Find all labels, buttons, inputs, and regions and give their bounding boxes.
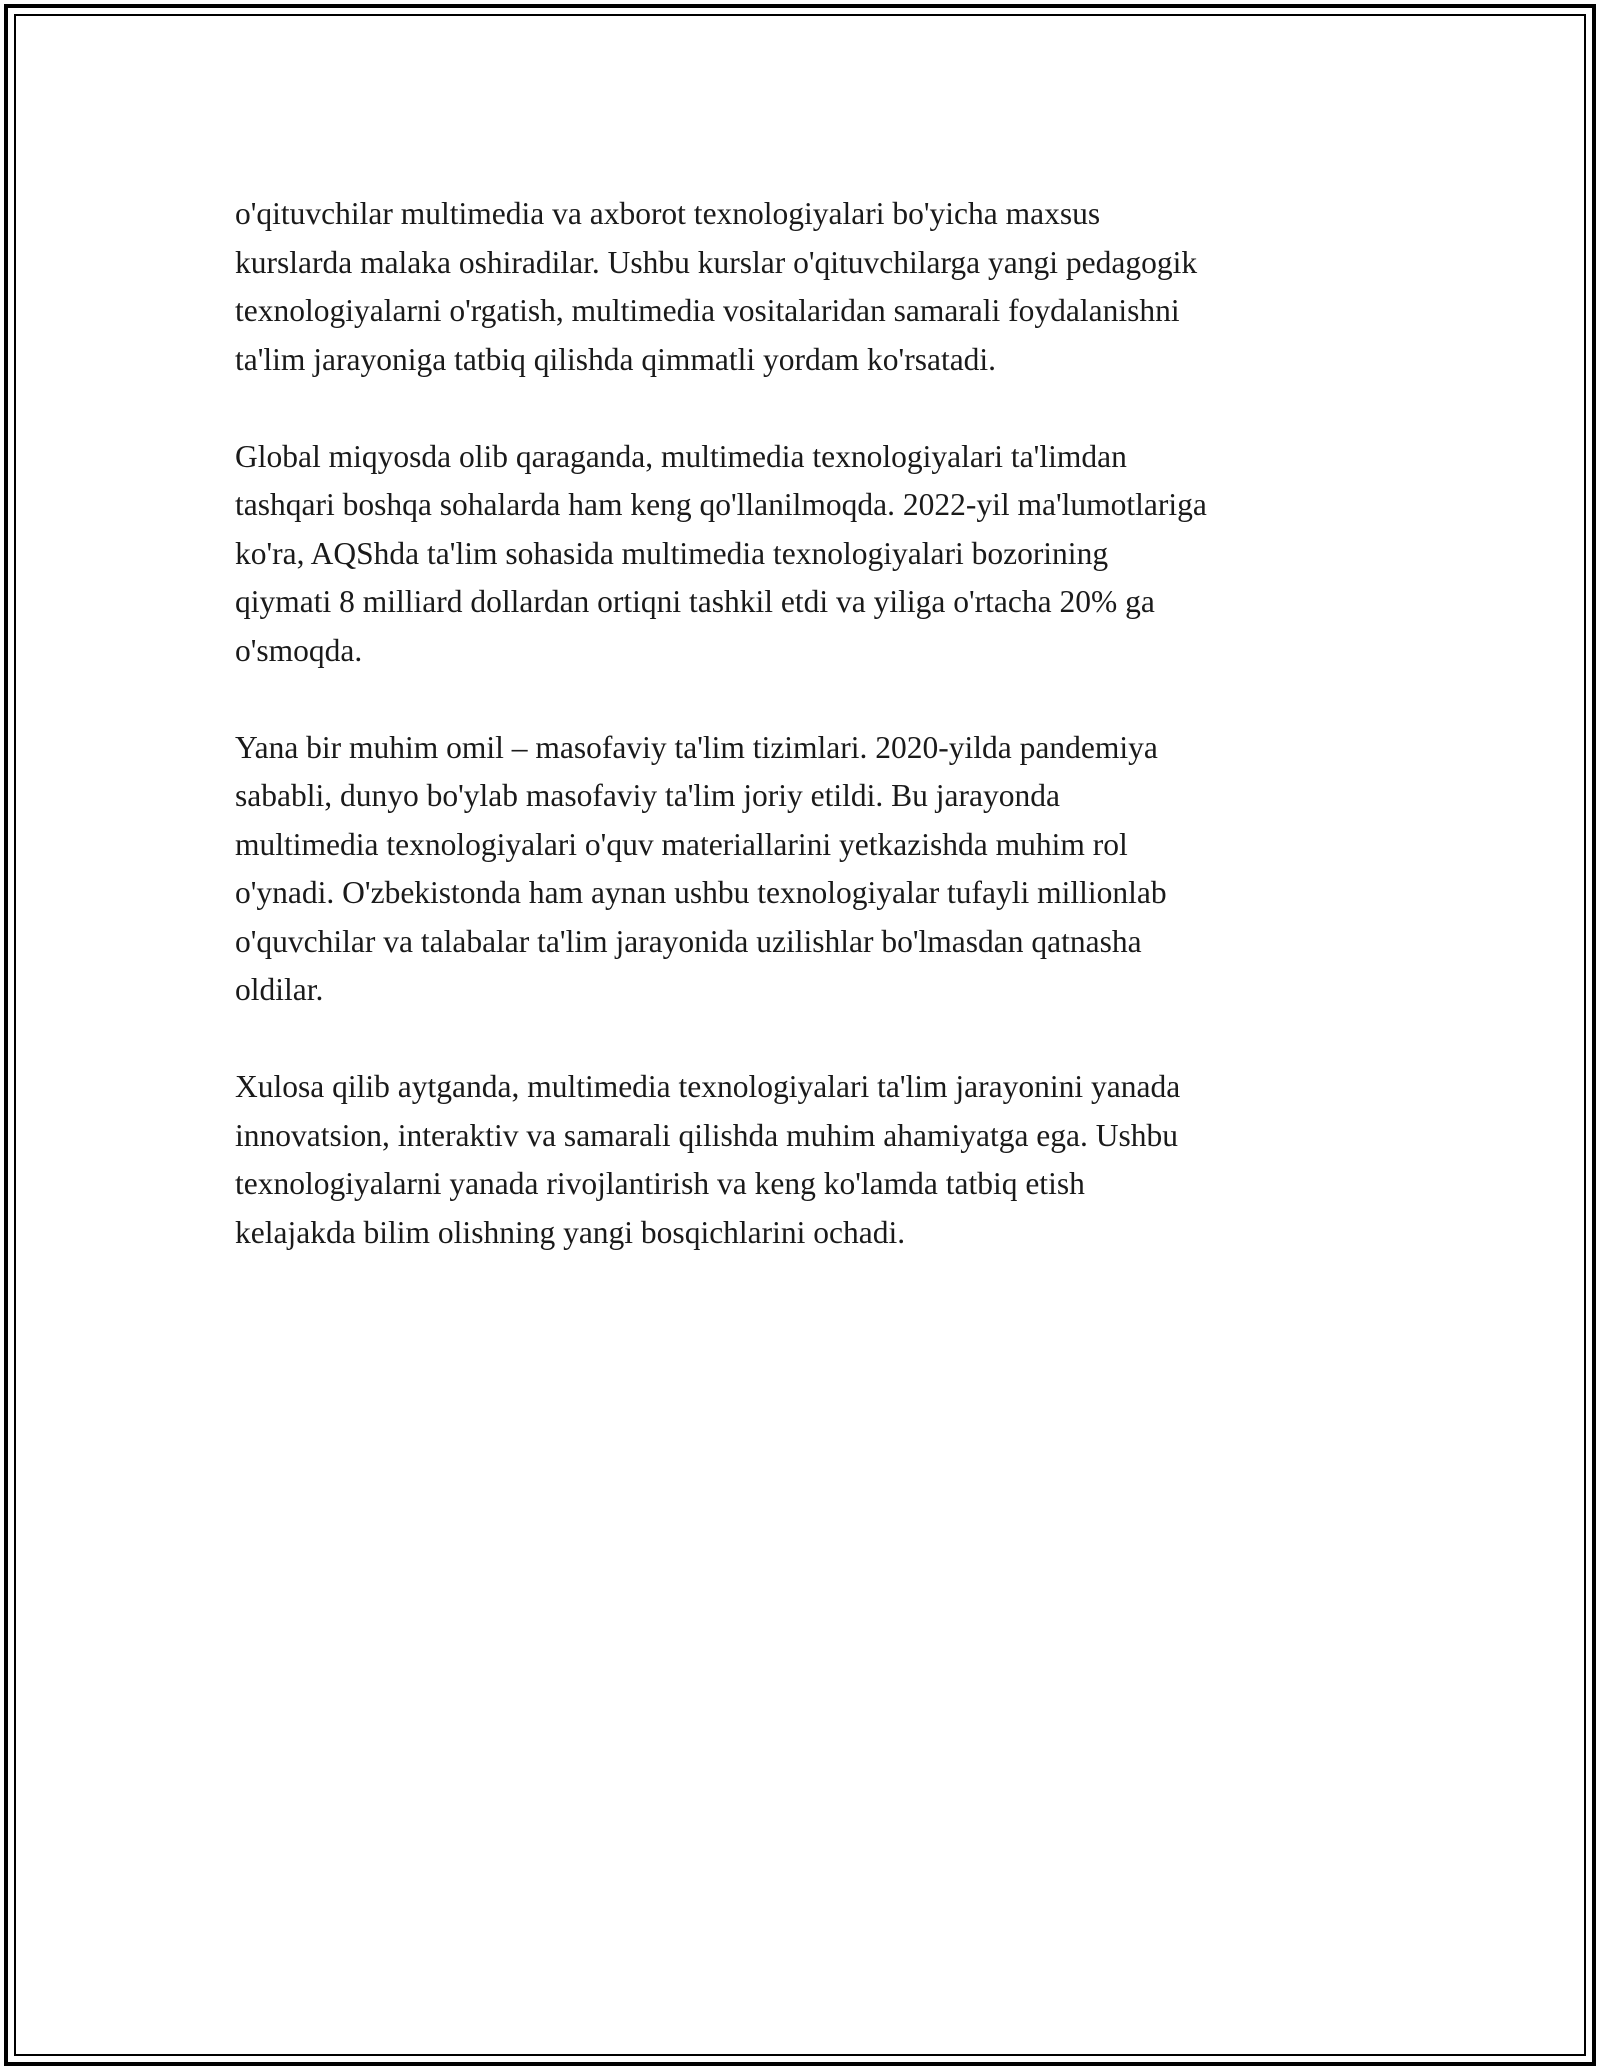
text-line: innovatsion, interaktiv va samarali qilishda muhim ahamiyatga ega. Ushbu <box>235 1117 1179 1153</box>
paragraph-2 <box>235 433 1385 676</box>
text-line: ta'lim jarayoniga tatbiq qilishda qimmatli yordam ko'rsatadi. <box>235 341 997 377</box>
text-line: oldilar. <box>235 972 324 1007</box>
text-line: o'smoqda. <box>235 632 363 668</box>
paragraph-4 <box>235 1063 1385 1257</box>
text-line: texnologiyalarni o'rgatish, multimedia vositalaridan samarali foydalanishni <box>235 293 1180 328</box>
text-line: o'quvchilar va talabalar ta'lim jarayonida uzilishlar bo'lmasdan qatnasha <box>235 923 1142 959</box>
text-line: o'ynadi. O'zbekistonda ham aynan ushbu texnologiyalar tufayli millionlab <box>235 875 1167 910</box>
text-line: ko'ra, AQShda ta'lim sohasida multimedia texnologiyalari bozorining <box>235 535 1109 571</box>
text-line: Yana bir muhim omil – masofaviy ta'lim tizimlari. 2020-yilda pandemiya <box>235 729 1158 765</box>
text-line: Xulosa qilib aytganda, multimedia texnologiyalari ta'lim jarayonini yanada <box>235 1069 1181 1104</box>
paragraph-1 <box>235 190 1385 384</box>
text-line: o'qituvchilar multimedia va axborot texnologiyalari bo'yicha maxsus <box>235 196 1101 231</box>
text-line: sababli, dunyo bo'ylab masofaviy ta'lim joriy etildi. Bu jarayonda <box>235 778 1060 813</box>
text-line: kurslarda malaka oshiradilar. Ushbu kurslar o'qituvchilarga yangi pedagogik <box>235 244 1198 280</box>
text-line: tashqari boshqa sohalarda ham keng qo'llanilmoqda. 2022-yil ma'lumotlariga <box>235 487 1207 522</box>
text-line: qiymati 8 milliard dollardan ortiqni tashkil etdi va yiliga o'rtacha 20% ga <box>235 584 1155 619</box>
text-line: kelajakda bilim olishning yangi bosqichlarini ochadi. <box>235 1214 906 1250</box>
text-line: Global miqyosda olib qaraganda, multimedia texnologiyalari ta'limdan <box>235 438 1127 474</box>
text-line: texnologiyalarni yanada rivojlantirish va keng ko'lamda tatbiq etish <box>235 1166 1085 1201</box>
document-body <box>235 190 1385 1306</box>
paragraph-3 <box>235 724 1385 1015</box>
text-line: multimedia texnologiyalari o'quv materiallarini yetkazishda muhim rol <box>235 826 1128 862</box>
